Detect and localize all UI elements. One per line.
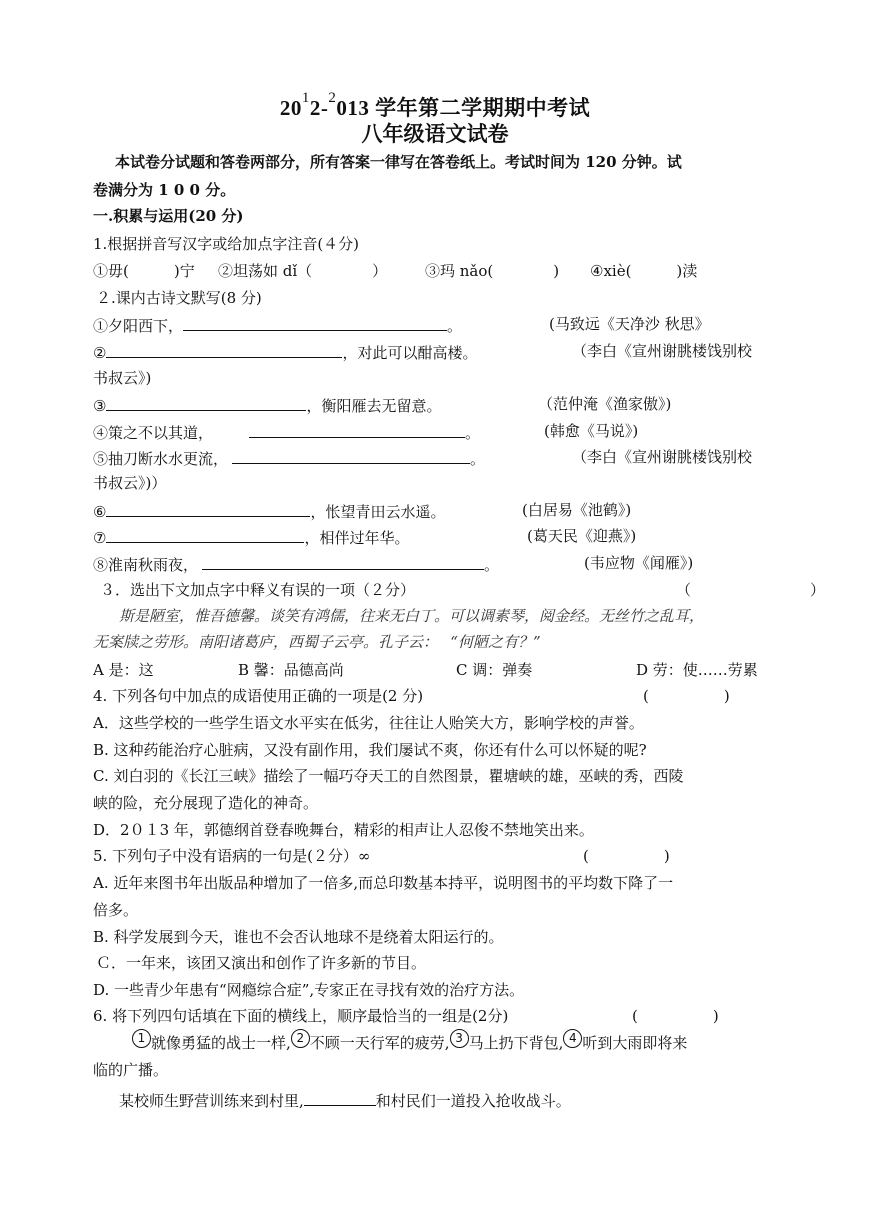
q3-option-d: D 劳：使……劳累: [636, 661, 758, 679]
blank-line[interactable]: [202, 553, 484, 570]
intro-line-2: 卷满分为 1 0 0 分。: [93, 181, 236, 199]
q3-option-a: A 是：这: [93, 661, 154, 679]
q2-item-7: ⑦ ，相伴过年华。: [93, 526, 409, 548]
blank-line[interactable]: [249, 421, 465, 438]
q2-source-5-cont: 书叔云》)）: [93, 474, 167, 492]
q5-option-d: D. 一些青少年患有“网瘾综合症”,专家正在寻找有效的治疗方法。: [93, 981, 525, 999]
q4-paren: ( ): [643, 687, 730, 705]
q2-source-8: (韦应物《闻雁》): [584, 554, 694, 572]
q3-option-b: B 馨：品德高尚: [238, 661, 344, 679]
blank-line[interactable]: [106, 341, 342, 358]
q2-item-5: ⑤抽刀断水水更流， 。: [93, 447, 485, 469]
exam-subtitle: 八年级语文试卷: [361, 122, 509, 146]
q2-source-2-cont: 书叔云》): [93, 369, 152, 387]
circled-number-1: 1: [132, 1029, 151, 1048]
intro-line-1: 本试卷分试题和答卷两部分，所有答案一律写在答卷纸上。考试时间为 120 分钟。试: [115, 153, 682, 171]
q2-stem: ２.课内古诗文默写(8 分): [96, 289, 262, 307]
q2-source-7: (葛天民《迎燕》): [527, 527, 637, 545]
blank-line[interactable]: [232, 447, 470, 464]
blank-line[interactable]: [106, 500, 310, 517]
q3-paren-left: （: [676, 581, 692, 599]
q2-item-4: ④策之不以其道， 。: [93, 421, 480, 443]
q2-source-5: （李白《宣州谢朓楼饯别校: [572, 448, 753, 466]
q5-option-a-line-2: 倍多。: [93, 901, 139, 919]
q2-item-2: ② ，对此可以酣高楼。: [93, 341, 477, 363]
q6-paren: ( ): [632, 1007, 719, 1025]
blank-line[interactable]: [183, 314, 447, 331]
q4-option-c-line-1: C. 刘白羽的《长江三峡》描绘了一幅巧夺天工的自然图景，瞿塘峡的雄，巫峡的秀，西陵: [93, 767, 684, 785]
q5-option-c: Ｃ．一年来，该团又演出和创作了许多新的节目。: [96, 954, 427, 972]
q3-option-c: C 调：弹奏: [456, 661, 533, 679]
q1-stem: 1.根据拼音写汉字或给加点字注音(４分): [93, 235, 360, 253]
q6-sentences-cont: 临的广播。: [93, 1061, 169, 1079]
q4-option-b: B. 这种药能治疗心脏病，又没有副作用，我们屡试不爽，你还有什么可以怀疑的呢?: [93, 741, 647, 759]
blank-line[interactable]: [106, 394, 306, 411]
section-1-heading: 一.积累与运用(20 分): [93, 207, 244, 225]
q3-paren-right: ）: [810, 581, 826, 599]
q1-item-d: ④xiè( )渎: [590, 262, 698, 280]
q4-option-d: D．2０１3 年，郭德纲首登春晚舞台，精彩的相声让人忍俊不禁地笑出来。: [93, 821, 594, 839]
blank-line[interactable]: [304, 1089, 376, 1106]
q2-source-4: (韩愈《马说》): [544, 422, 639, 440]
q6-sentences: 1 就像勇猛的战士一样, 2 不顾一天行军的疲劳, 3 马上扔下背包, 4 听到大雨即将来: [132, 1033, 687, 1053]
q2-source-1: (马致远《天净沙 秋思》: [549, 315, 710, 333]
q2-item-1: ①夕阳西下， 。: [93, 314, 462, 336]
q5-option-b: B. 科学发展到今天，谁也不会否认地球不是绕着太阳运行的。: [93, 928, 504, 946]
circled-number-4: 4: [563, 1029, 582, 1048]
q3-passage-line-2: 无案牍之劳形。南阳诸葛庐，西蜀子云亭。孔子云： “何陋之有？”: [93, 633, 541, 651]
q4-option-a: A．这些学校的一些学生语文水平实在低劣，往往让人贻笑大方，影响学校的声誉。: [93, 714, 644, 732]
q1-item-c: ③玛 nǎo( ): [425, 262, 560, 280]
q2-source-2: （李白《宣州谢朓楼饯别校: [572, 342, 753, 360]
q2-source-3: （范仲淹《渔家傲》): [538, 395, 672, 413]
q2-item-3: ③ ，衡阳雁去无留意。: [93, 394, 441, 416]
q2-source-6: (白居易《池鹤》): [522, 501, 632, 519]
q5-option-a-line-1: A. 近年来图书年出版品种增加了一倍多,而总印数基本持平，说明图书的平均数下降了一: [93, 874, 674, 892]
q2-item-8: ⑧淮南秋雨夜， 。: [93, 553, 499, 575]
q4-option-c-line-2: 峡的险，充分展现了造化的神奇。: [93, 794, 319, 812]
circled-number-3: 3: [450, 1029, 469, 1048]
blank-line[interactable]: [106, 526, 304, 543]
q2-item-6: ⑥ ，怅望青田云水遥。: [93, 500, 445, 522]
q4-stem: 4. 下列各句中加点的成语使用正确的一项是(2 分): [93, 687, 424, 705]
q1-item-a: ①毋( )宁: [93, 262, 195, 280]
exam-title: $20^12-^2013$ 学年第二学期期中考试: [279, 90, 591, 120]
circled-number-2: 2: [291, 1029, 310, 1048]
q6-stem: 6. 将下列四句话填在下面的横线上，顺序最恰当的一组是(2分): [93, 1007, 509, 1025]
q5-stem: 5. 下列句子中没有语病的一句是(２分）∞: [93, 847, 371, 865]
q1-item-b: ②坦荡如 dǐ（ ）: [218, 262, 388, 280]
q6-fill-sentence: 某校师生野营训练来到村里, 和村民们一道投入抢收战斗。: [119, 1089, 571, 1111]
q3-stem: ３．选出下文加点字中释义有误的一项（２分）: [100, 581, 416, 599]
q5-paren: ( ): [583, 847, 670, 865]
q3-passage-line-1: 斯是陋室，惟吾德馨。谈笑有鸿儒，往来无白丁。可以调素琴，阅金经。无丝竹之乱耳，: [119, 607, 705, 625]
